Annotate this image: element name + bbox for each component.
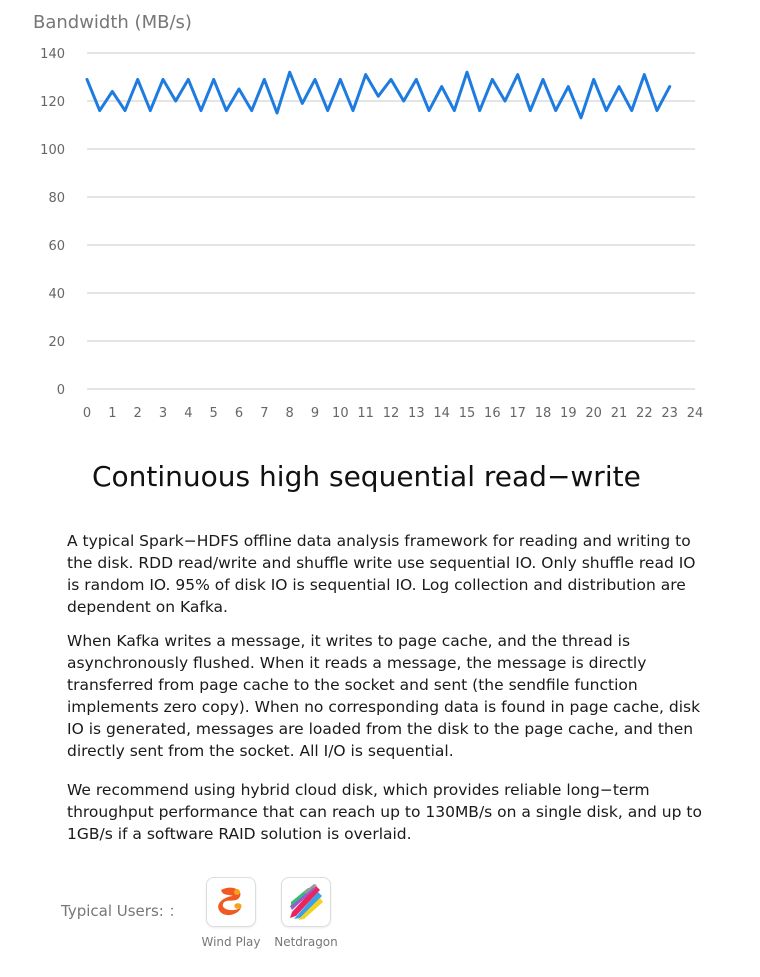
kafka-paragraph: When Kafka writes a message, it writes to page cache, and the thread is asynchronously flushed. When it reads a message, the message is directly transferred from page cache to the socket and sent (the sendfile function implements zero copy). When no corresponding data is found in page cache, disk IO is generated, messages are loaded from the disk to the page cache, and then directly sent from the socket. All I/O is sequential. [67, 632, 701, 760]
x-tick-label: 13 [408, 406, 425, 421]
x-tick-label: 7 [260, 406, 269, 421]
description-paragraph: A typical Spark−HDFS offline data analysis framework for reading and writing to the disk. RDD read/write and shuffle write use sequential IO. Only shuffle read IO is random IO. 95% of disk IO is sequential IO. Log collection and distribution are dependent on Kafka. [67, 532, 696, 616]
y-tick-label: 0 [56, 383, 65, 398]
x-tick-label: 12 [382, 406, 400, 421]
x-tick-label: 22 [636, 406, 653, 421]
y-tick-labels [40, 47, 65, 398]
user-name: Wind Play [201, 935, 261, 949]
netdragon-logo-icon [281, 877, 331, 927]
y-axis-title: Bandwidth (MB/s) [33, 12, 192, 33]
x-tick-label: 11 [357, 406, 374, 421]
x-tick-label: 24 [686, 406, 704, 421]
x-tick-label: 3 [158, 406, 168, 421]
x-tick-label: 16 [484, 406, 501, 421]
x-tick-label: 18 [534, 406, 552, 421]
wind-play-logo-icon [206, 877, 256, 927]
typical-users-label: Typical Users: ： [61, 902, 184, 920]
y-tick-label: 40 [48, 287, 65, 302]
y-tick-label: 140 [40, 47, 65, 62]
user-wind-play [191, 877, 271, 949]
user-netdragon [266, 877, 346, 949]
x-tick-labels [83, 406, 703, 421]
x-tick-label: 14 [433, 406, 450, 421]
x-tick-label: 19 [560, 406, 577, 421]
x-tick-label: 8 [285, 406, 294, 421]
x-tick-label: 21 [610, 406, 628, 421]
series-line [87, 72, 670, 118]
x-tick-label: 20 [585, 406, 602, 421]
x-tick-label: 1 [108, 406, 117, 421]
y-tick-label: 120 [40, 95, 65, 110]
user-name: Netdragon [274, 935, 338, 949]
bandwidth-chart [0, 0, 760, 440]
y-tick-label: 60 [48, 239, 65, 254]
x-tick-label: 17 [509, 406, 526, 421]
y-tick-label: 20 [48, 335, 65, 350]
recommendation-paragraph: We recommend using hybrid cloud disk, which provides reliable long−term throughput performance that can reach up to 130MB/s on a single disk, and up to 1GB/s if a software RAID solution is overlaid. [67, 781, 702, 843]
y-tick-label: 80 [48, 191, 65, 206]
x-tick-label: 0 [82, 406, 92, 421]
x-tick-label: 6 [234, 406, 244, 421]
x-tick-label: 10 [332, 406, 349, 421]
x-tick-label: 23 [661, 406, 678, 421]
x-tick-label: 2 [133, 406, 142, 421]
x-tick-label: 15 [458, 406, 476, 421]
y-tick-label: 100 [40, 143, 65, 158]
x-tick-label: 4 [184, 406, 193, 421]
x-tick-label: 5 [209, 406, 218, 421]
section-heading: Continuous high sequential read−write [92, 460, 641, 493]
x-tick-label: 9 [310, 406, 320, 421]
chart-series [87, 72, 670, 118]
chart-svg [0, 0, 760, 440]
